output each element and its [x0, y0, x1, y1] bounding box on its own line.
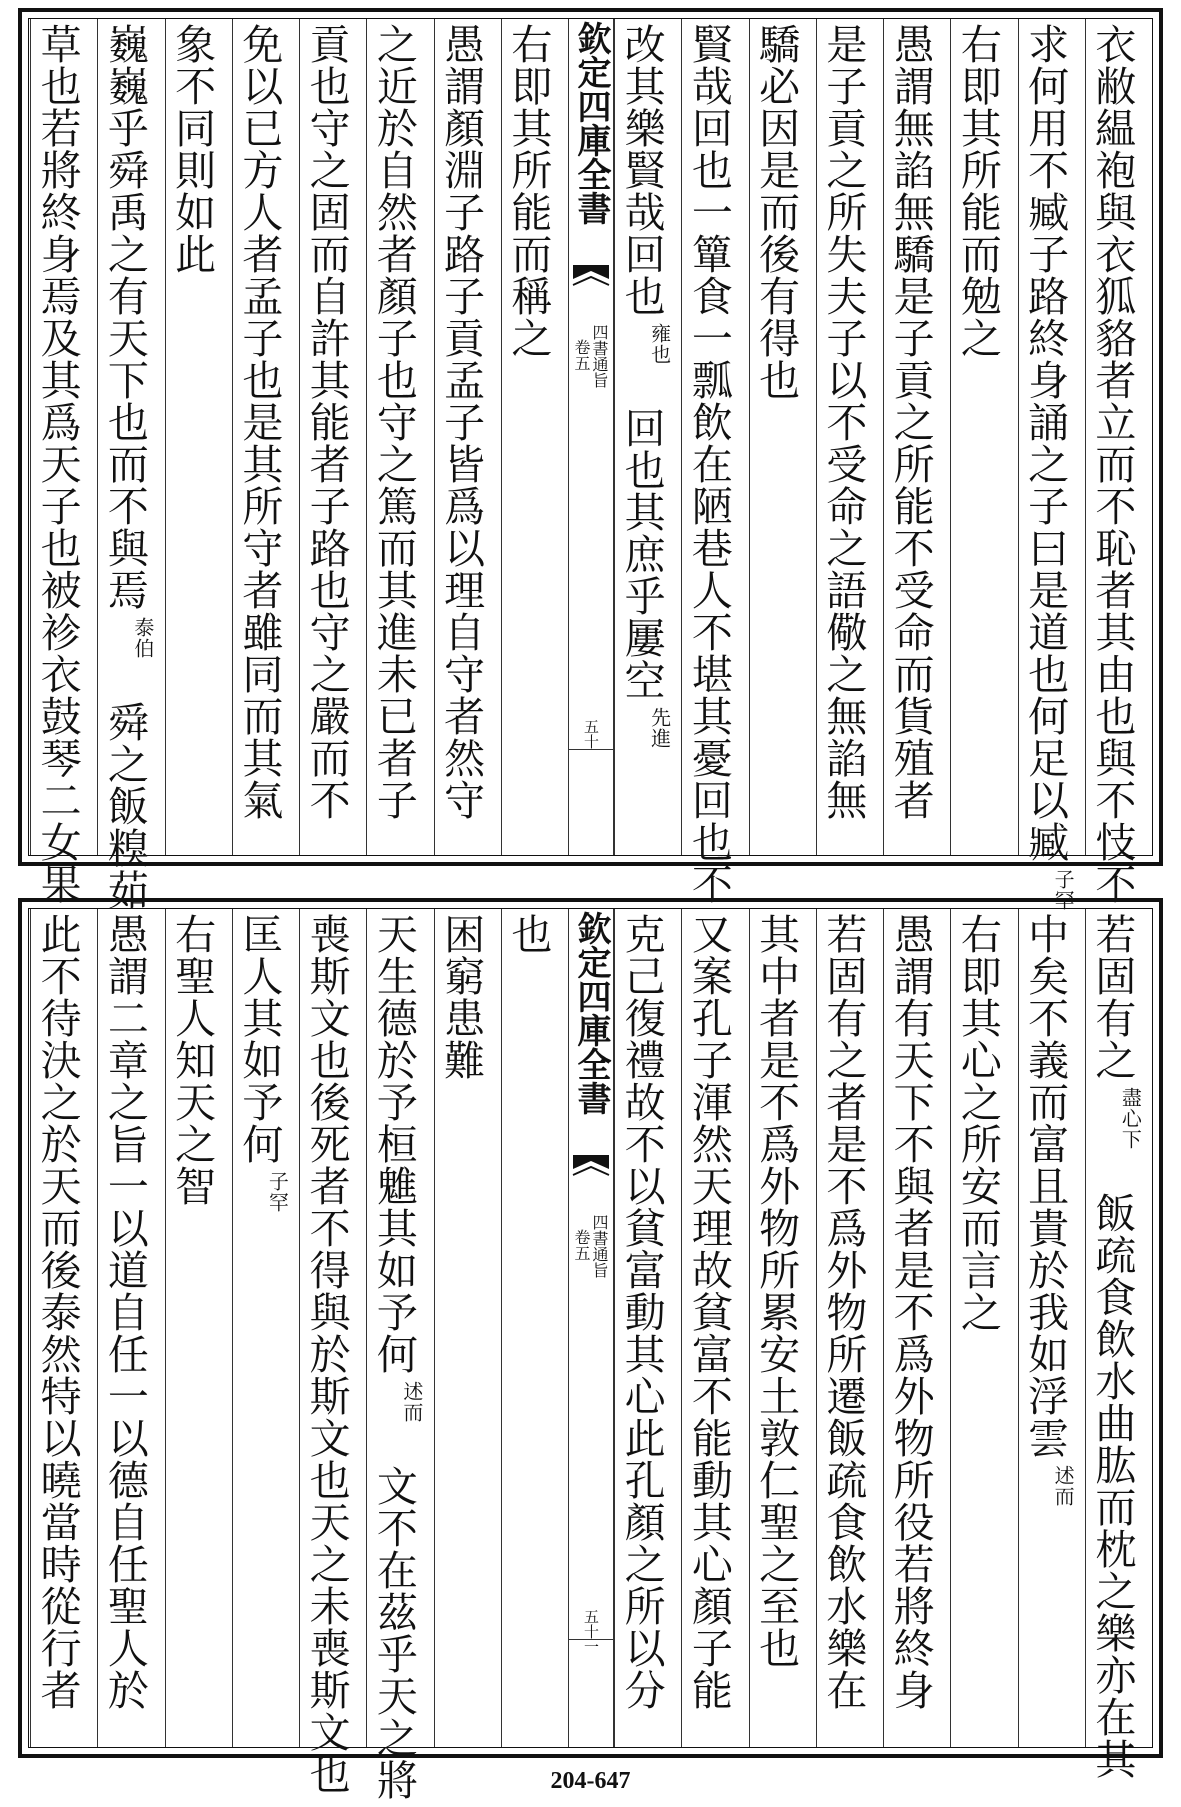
- bottom-column-text: 又案孔子渾然天理故貧富不能動其心顏子能: [684, 913, 733, 1711]
- bottom-column-text: 天生德於予桓魋其如予何: [369, 913, 418, 1375]
- bottom-text-column: [883, 909, 950, 1747]
- bottom-book-title: 欽定四庫全書: [571, 911, 611, 1115]
- bottom-column-text: 中矣不義而富且貴於我如浮雲: [1021, 913, 1070, 1459]
- top-column-text: 右即其所能而稱之: [504, 23, 553, 359]
- bottom-text-column: [299, 909, 366, 1795]
- top-text-column: [434, 19, 501, 855]
- top-column-text: 求何用不臧子路終身誦之子曰是道也何足以臧: [1021, 23, 1070, 863]
- bottom-column-text: 也: [504, 913, 553, 955]
- bottom-column-text: 匡人其如予何: [235, 913, 284, 1165]
- bottom-page-number-rule: [569, 1639, 613, 1640]
- bottom-text-column: [434, 909, 501, 1747]
- top-column-text: 右即其所能而勉之: [953, 23, 1002, 359]
- top-annotation: 泰伯: [130, 617, 155, 659]
- top-page-panel: [18, 8, 1163, 911]
- top-column-text: 象不同則如此: [168, 23, 217, 275]
- bottom-text-column: [366, 909, 433, 1801]
- top-text-column: [97, 19, 164, 911]
- top-annotation: 子罕: [1051, 869, 1076, 911]
- top-column-text: 衣敝緼袍與衣狐貉者立而不恥者其由也與不忮不: [1088, 23, 1137, 905]
- top-volume-label: 卷五: [572, 339, 591, 371]
- top-text-column: [1085, 19, 1152, 905]
- top-annotation: 先進: [647, 707, 672, 749]
- top-text-column: [883, 19, 950, 855]
- bottom-text-column: [816, 909, 883, 1747]
- top-text-column: [165, 19, 232, 855]
- bottom-text-column: [30, 909, 97, 1747]
- bottom-annotation: 述而: [1051, 1465, 1076, 1507]
- bottom-column-text: 克己復禮故不以貧富動其心此孔顏之所以分: [617, 913, 666, 1711]
- bottom-column-text: 若固有之: [1088, 913, 1137, 1081]
- top-page-number: 五十: [582, 719, 600, 749]
- bottom-text-column: [501, 909, 568, 1747]
- bottom-text-column: [165, 909, 232, 1747]
- bottom-page-number: 五十一: [582, 1609, 600, 1654]
- top-column-text: 貢也守之固而自許其能者子路也守之嚴而不: [302, 23, 351, 821]
- top-column-text: 改其樂賢哉回也: [617, 23, 666, 317]
- bottom-text-column: [1018, 909, 1085, 1747]
- top-column-text: 賢哉回也一簞食一瓢飲在陋巷人不堪其憂回也不: [684, 23, 733, 905]
- bottom-column-text: 右聖人知天之智: [168, 913, 217, 1207]
- top-text-column: [299, 19, 366, 855]
- top-text-column: [816, 19, 883, 855]
- top-column-text: 回也其庶乎屢空: [617, 407, 666, 701]
- bottom-text-column: [232, 909, 299, 1747]
- top-text-column: [950, 19, 1017, 855]
- bottom-column-text: 愚謂有天下不與者是不爲外物所役若將終身: [886, 913, 935, 1711]
- top-column-text: 愚謂無諂無驕是子貢之所能不受命而貨殖者: [886, 23, 935, 821]
- bottom-column-text: 若固有之者是不爲外物所遷飯疏食飲水樂在: [819, 913, 868, 1711]
- top-column-text: 愚謂顏淵子路子貢孟子皆爲以理自守者然守: [437, 23, 486, 821]
- bottom-annotation: 盡心下: [1118, 1087, 1143, 1150]
- top-page-number-rule: [569, 749, 613, 750]
- bottom-column-text: 此不待決之於天而後泰然特以曉當時從行者: [33, 913, 82, 1711]
- top-text-column: [366, 19, 433, 855]
- bottom-text-column: [1085, 909, 1152, 1780]
- bottom-fish-tail-ornament: [573, 1155, 609, 1183]
- top-book-subtitle: 四書通旨: [590, 324, 609, 388]
- top-column-text: 免以已方人者孟子也是其所守者雖同而其氣: [235, 23, 284, 821]
- top-text-column: [232, 19, 299, 855]
- top-text-column: [1018, 19, 1085, 911]
- bottom-column-text: 右即其心之所安而言之: [953, 913, 1002, 1333]
- bottom-text-column: [614, 909, 681, 1747]
- bottom-center-band: [568, 909, 614, 1747]
- top-column-text: 巍巍乎舜禹之有天下也而不與焉: [100, 23, 149, 611]
- top-center-band: [568, 19, 614, 855]
- top-annotation: 雍也: [647, 323, 672, 365]
- bottom-text-column: [950, 909, 1017, 1747]
- top-text-column: [501, 19, 568, 855]
- top-text-column: [30, 19, 97, 905]
- bottom-text-column: [97, 909, 164, 1747]
- bottom-column-text: 其中者是不爲外物所累安土敦仁聖之至也: [752, 913, 801, 1669]
- bottom-text-column: [681, 909, 748, 1747]
- bottom-annotation: 述而: [399, 1381, 424, 1423]
- top-text-column: [749, 19, 816, 855]
- top-column-text: 是子貢之所失夫子以不受命之語儆之無諂無: [819, 23, 868, 821]
- page-id: 204-647: [550, 1768, 631, 1794]
- bottom-book-subtitle: 四書通旨: [590, 1214, 609, 1278]
- top-page-frame: [28, 18, 1153, 911]
- bottom-column-text: 愚謂二章之旨一以道自任一以德自任聖人於: [100, 913, 149, 1711]
- bottom-column-text: 困窮患難: [437, 913, 486, 1081]
- top-column-text: 舜之飯糗茹: [100, 701, 149, 911]
- top-book-title: 欽定四庫全書: [571, 21, 611, 225]
- bottom-column-text: 飯疏食飲水曲肱而枕之樂亦在其: [1088, 1192, 1137, 1780]
- bottom-annotation: 子罕: [265, 1171, 290, 1213]
- top-column-text: 驕必因是而後有得也: [752, 23, 801, 401]
- top-text-column: [681, 19, 748, 905]
- bottom-column-text: 文不在茲乎天之將: [369, 1465, 418, 1801]
- bottom-text-column: [749, 909, 816, 1747]
- top-text-column: [614, 19, 681, 855]
- bottom-volume-label: 卷五: [572, 1229, 591, 1261]
- bottom-column-text: 喪斯文也後死者不得與於斯文也天之未喪斯文也: [302, 913, 351, 1795]
- top-column-text: 之近於自然者顏子也守之篤而其進未已者子: [369, 23, 418, 821]
- top-column-text: 草也若將終身焉及其爲天子也被袗衣鼓琴二女果: [33, 23, 82, 905]
- top-fish-tail-ornament: [573, 265, 609, 293]
